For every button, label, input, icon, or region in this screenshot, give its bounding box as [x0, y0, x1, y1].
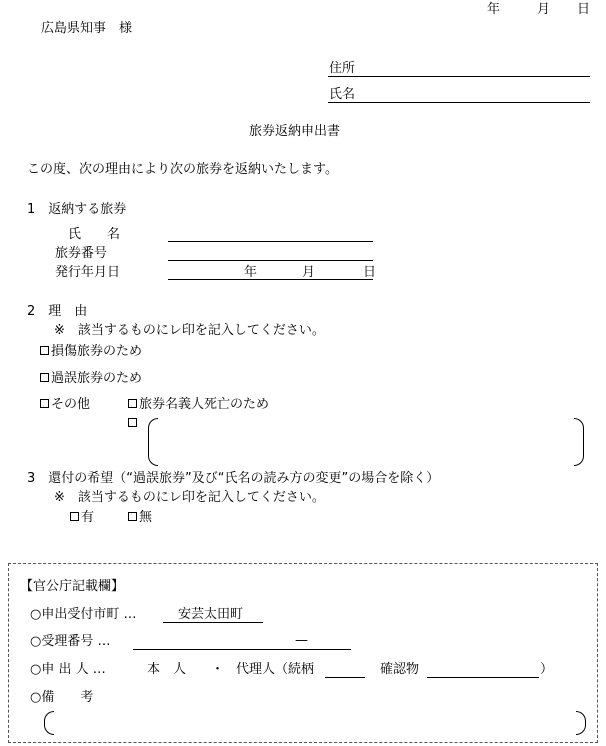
option-no-label: 無	[139, 510, 153, 525]
date-month-label: 月	[537, 2, 551, 17]
remarks-label: ○備 考	[30, 690, 94, 705]
receipt-number-dash: —	[295, 633, 308, 648]
passport-name-field[interactable]	[168, 241, 373, 242]
option-other[interactable]	[40, 398, 90, 411]
issue-date-field[interactable]	[168, 279, 373, 280]
option-yes-label: 有	[81, 510, 95, 525]
option-error-label: 過誤旅券のため	[51, 371, 143, 386]
reception-value: 安芸太田町	[178, 607, 244, 622]
close-paren: ）	[540, 662, 554, 677]
applicant-separator: ・	[211, 662, 225, 677]
issue-date-label: 発行年月日	[55, 265, 121, 280]
reception-field[interactable]	[163, 622, 263, 623]
section3-heading: 3 還付の希望（“過誤旅券”及び“氏名の読み方の変更”の場合を除く）	[27, 471, 440, 486]
checkbox-deceased[interactable]	[128, 399, 137, 408]
receipt-number-field[interactable]	[133, 649, 351, 650]
name-field[interactable]	[328, 102, 590, 103]
option-free-text[interactable]	[128, 417, 139, 430]
section2-heading: 2 理 由	[27, 304, 88, 319]
checkbox-other[interactable]	[40, 399, 49, 408]
office-heading: 【官公庁記載欄】	[20, 579, 125, 594]
remarks-bracket-left	[44, 711, 54, 735]
self-option[interactable]: 本 人	[147, 662, 187, 677]
passport-name-label: 氏 名	[68, 227, 121, 242]
issue-year-label: 年	[244, 265, 258, 280]
section2-note: ※ 該当するものにレ印を記入してください。	[54, 323, 325, 338]
address-field[interactable]	[328, 76, 590, 77]
document-title: 旅券返納申出書	[249, 124, 341, 139]
option-no[interactable]	[128, 511, 152, 524]
option-other-label: その他	[51, 397, 91, 412]
checkbox-error[interactable]	[40, 373, 49, 382]
option-deceased[interactable]	[128, 398, 269, 411]
checkbox-no[interactable]	[128, 512, 137, 521]
reception-label: ○申出受付市町 …	[30, 607, 137, 622]
option-damaged[interactable]	[40, 345, 142, 358]
checkbox-damaged[interactable]	[40, 346, 49, 355]
free-text-bracket-right	[574, 418, 584, 466]
address-label: 住所	[329, 61, 356, 76]
section1-heading: 1 返納する旅券	[27, 202, 127, 217]
applicant-type-label: ○申 出 人 …	[30, 662, 106, 677]
section3-note: ※ 該当するものにレ印を記入してください。	[54, 490, 325, 505]
date-year-label: 年	[487, 2, 501, 17]
name-label: 氏名	[329, 87, 356, 102]
intro-text: この度、次の理由により次の旅券を返納いたします。	[27, 162, 338, 177]
addressee: 広島県知事 様	[41, 21, 133, 36]
receipt-number-label: ○受理番号 …	[30, 634, 111, 649]
confirmation-field[interactable]	[427, 677, 539, 678]
relationship-field[interactable]	[325, 677, 365, 678]
free-text-bracket-left	[148, 418, 158, 466]
option-damaged-label: 損傷旅券のため	[51, 344, 143, 359]
option-yes[interactable]	[70, 511, 94, 524]
option-deceased-label: 旅券名義人死亡のため	[139, 397, 270, 412]
issue-day-label: 日	[363, 265, 377, 280]
option-error[interactable]	[40, 372, 142, 385]
confirmation-label: 確認物	[380, 662, 420, 677]
checkbox-free-text[interactable]	[128, 418, 137, 427]
issue-month-label: 月	[302, 265, 316, 280]
checkbox-yes[interactable]	[70, 512, 79, 521]
passport-number-label: 旅券番号	[55, 246, 108, 261]
date-day-label: 日	[577, 2, 591, 17]
passport-number-field[interactable]	[168, 260, 373, 261]
agent-option[interactable]: 代理人（続柄	[236, 662, 315, 677]
